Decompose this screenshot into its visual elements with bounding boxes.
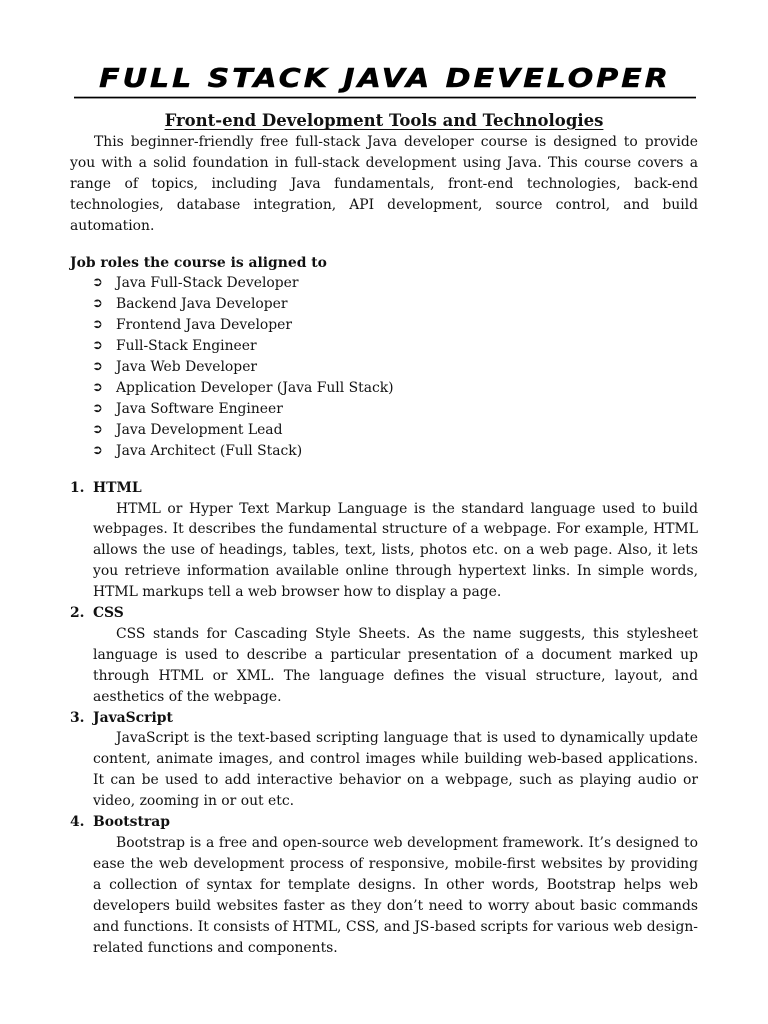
- role-label: Java Full-Stack Developer: [116, 275, 299, 292]
- arrow-right-circle-icon: ➲: [92, 421, 103, 437]
- topic-html: [70, 478, 698, 603]
- role-label: Backend Java Developer: [116, 296, 288, 313]
- list-item: [92, 273, 698, 294]
- list-item: [92, 294, 698, 315]
- job-roles-list: [70, 273, 698, 461]
- arrow-right-circle-icon: ➲: [92, 296, 103, 312]
- job-roles-heading: Job roles the course is aligned to: [70, 254, 327, 271]
- intro-paragraph: This beginner-friendly free full-stack Java developer course is designed to provide you with a solid foundation in full-stack development using Java. This course covers a range of topics, including Java fundamentals, front-end technologies, back-end technologies, database integration, API development, source control, and build automation.: [70, 134, 698, 234]
- topic-title: HTML: [93, 479, 142, 496]
- role-label: Java Architect (Full Stack): [116, 442, 303, 459]
- topic-number: 1.: [70, 479, 85, 496]
- arrow-right-circle-icon: ➲: [92, 400, 103, 416]
- topic-number: 3.: [70, 709, 85, 726]
- topic-title: Bootstrap: [93, 814, 170, 831]
- arrow-right-circle-icon: ➲: [92, 442, 103, 458]
- topic-number: 2.: [70, 605, 85, 622]
- role-label: Frontend Java Developer: [116, 317, 293, 334]
- arrow-right-circle-icon: ➲: [92, 317, 103, 333]
- role-label: Java Development Lead: [116, 421, 283, 438]
- list-item: [92, 336, 698, 357]
- list-item: [92, 420, 698, 441]
- list-item: [92, 441, 698, 462]
- section-subtitle: Front-end Development Tools and Technologies: [164, 111, 604, 130]
- banner-title: FULL STACK JAVA DEVELOPER: [74, 64, 696, 98]
- topic-javascript: [70, 708, 698, 813]
- topic-description: CSS stands for Cascading Style Sheets. As the name suggests, this stylesheet language is used to describe a particular presentation of a document marked up through HTML or XML. The language defines the visual structure, layout, and aesthetics of the webpage.: [93, 625, 698, 705]
- arrow-right-circle-icon: ➲: [92, 359, 103, 375]
- topic-description: JavaScript is the text-based scripting language that is used to dynamically update content, animate images, and control images while building web-based applications. It can be used to add interactive behavior on a webpage, such as playing audio or video, zooming in or out etc.: [93, 730, 698, 810]
- topic-description: Bootstrap is a free and open-source web development framework. It’s designed to ease the web development process of responsive, mobile-first websites by providing a collection of syntax for template designs. In other words, Bootstrap helps web developers build websites faster as they don’t need to worry about basic commands and functions. It consists of HTML, CSS, and JS-based scripts for various web design-related functions and components.: [93, 835, 698, 956]
- topic-bootstrap: [70, 812, 698, 958]
- document-page: [70, 64, 698, 958]
- arrow-right-circle-icon: ➲: [92, 338, 103, 354]
- list-item: [92, 378, 698, 399]
- list-item: [92, 357, 698, 378]
- topics-list: [70, 478, 698, 959]
- topic-css: [70, 603, 698, 708]
- topic-title: CSS: [93, 605, 124, 622]
- arrow-right-circle-icon: ➲: [92, 275, 103, 291]
- topic-title: JavaScript: [93, 709, 173, 726]
- list-item: [92, 315, 698, 336]
- role-label: Java Web Developer: [116, 359, 258, 376]
- list-item: [92, 399, 698, 420]
- role-label: Java Software Engineer: [116, 400, 283, 417]
- topic-number: 4.: [70, 814, 85, 831]
- topic-description: HTML or Hyper Text Markup Language is the standard language used to build webpages. It describes the fundamental structure of a webpage. For example, HTML allows the use of headings, tables, text, lists, photos etc. on a web page. Also, it lets you retrieve information available online through hypertext links. In simple words, HTML markups tell a web browser how to display a page.: [93, 500, 698, 601]
- role-label: Full-Stack Engineer: [116, 338, 257, 355]
- arrow-right-circle-icon: ➲: [92, 379, 103, 395]
- role-label: Application Developer (Java Full Stack): [116, 379, 394, 396]
